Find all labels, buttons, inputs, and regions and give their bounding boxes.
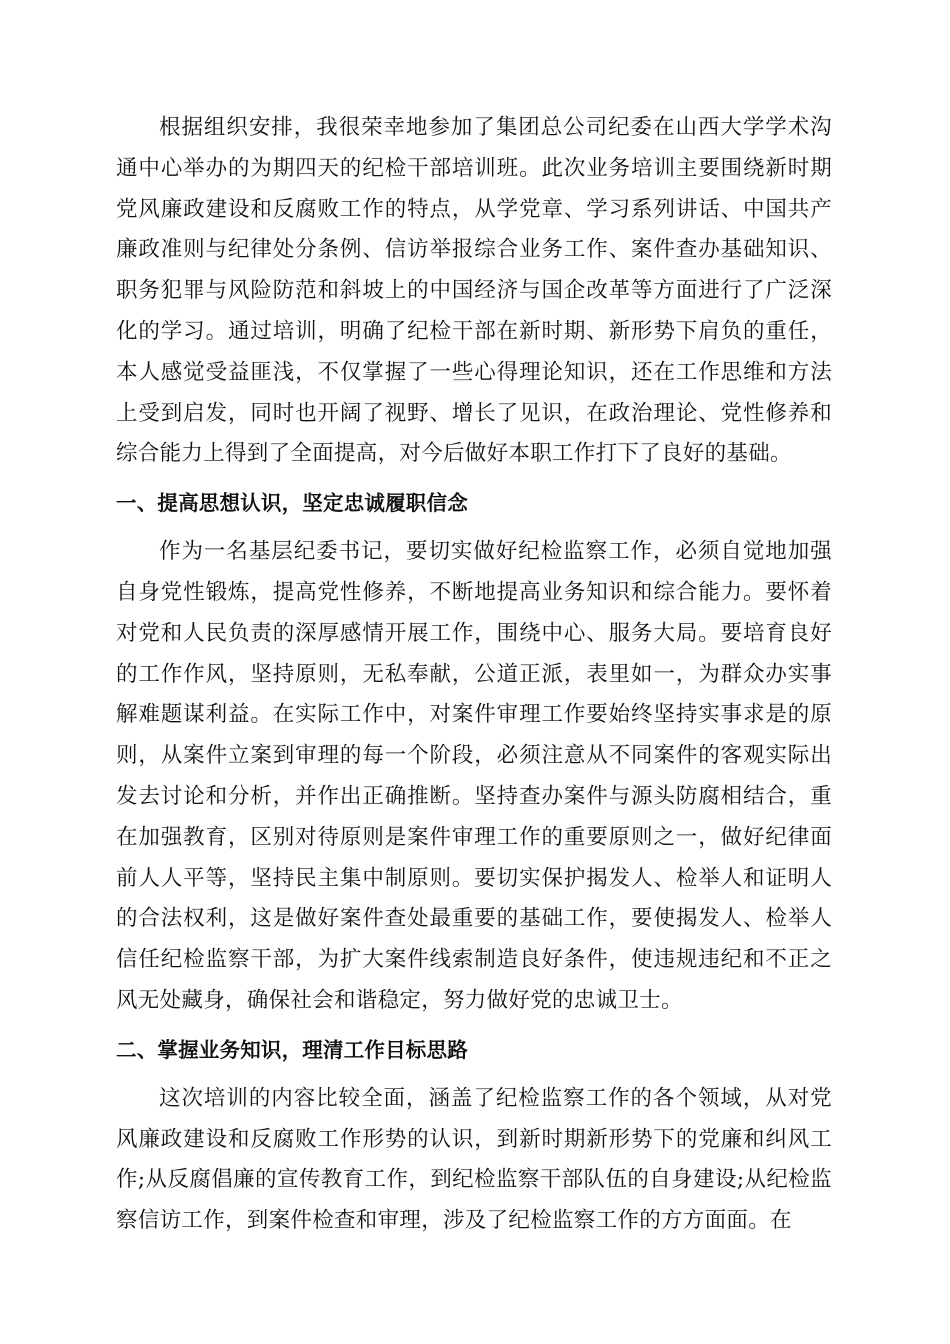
section-1-heading: 一、提高思想认识，坚定忠诚履职信念 bbox=[116, 491, 468, 516]
section-2-heading: 二、掌握业务知识，理清工作目标思路 bbox=[116, 1037, 468, 1062]
intro-paragraph: 根据组织安排，我很荣幸地参加了集团总公司纪委在山西大学学术沟通中心举办的为期四天的纪检干部培训班。此次业务培训主要围绕新时期党风廉政建设和反腐败工作的特点，从学党章、学习系列讲话、中国共产廉政准则与纪律处分条例、信访举报综合业务工作、案件查办基础知识、职务犯罪与风险防范和斜坡上的中国经济与国企改革等方面进行了广泛深化的学习。通过培训，明确了纪检干部在新时期、新形势下肩负的重任，本人感觉受益匪浅，不仅掌握了一些心得理论知识，还在工作思维和方法上受到启发，同时也开阔了视野、增长了见识，在政治理论、党性修养和综合能力上得到了全面提高，对今后做好本职工作打下了良好的基础。 bbox=[116, 115, 832, 467]
section-1-paragraph: 作为一名基层纪委书记，要切实做好纪检监察工作，必须自觉地加强自身党性锻炼，提高党性修养，不断地提高业务知识和综合能力。要怀着对党和人民负责的深厚感情开展工作，围绕中心、服务大局。要培育良好的工作作风，坚持原则，无私奉献，公道正派，表里如一，为群众办实事解难题谋利益。在实际工作中，对案件审理工作要始终坚持实事求是的原则，从案件立案到审理的每一个阶段，必须注意从不同案件的客观实际出发去讨论和分析，并作出正确推断。坚持查办案件与源头防腐相结合，重在加强教育，区别对待原则是案件审理工作的重要原则之一，做好纪律面前人人平等，坚持民主集中制原则。要切实保护揭发人、检举人和证明人的合法权利，这是做好案件查处最重要的基础工作，要使揭发人、检举人信任纪检监察干部，为扩大案件线索制造良好条件，使违规违纪和不正之风无处藏身，确保社会和谐稳定，努力做好党的忠诚卫士。 bbox=[116, 539, 832, 1013]
section-2-paragraph: 这次培训的内容比较全面，涵盖了纪检监察工作的各个领域，从对党风廉政建设和反腐败工作形势的认识，到新时期新形势下的党廉和纠风工作;从反腐倡廉的宣传教育工作，到纪检监察干部队伍的自身建设;从纪检监察信访工作，到案件检查和审理，涉及了纪检监察工作的方方面面。在 bbox=[116, 1085, 832, 1234]
